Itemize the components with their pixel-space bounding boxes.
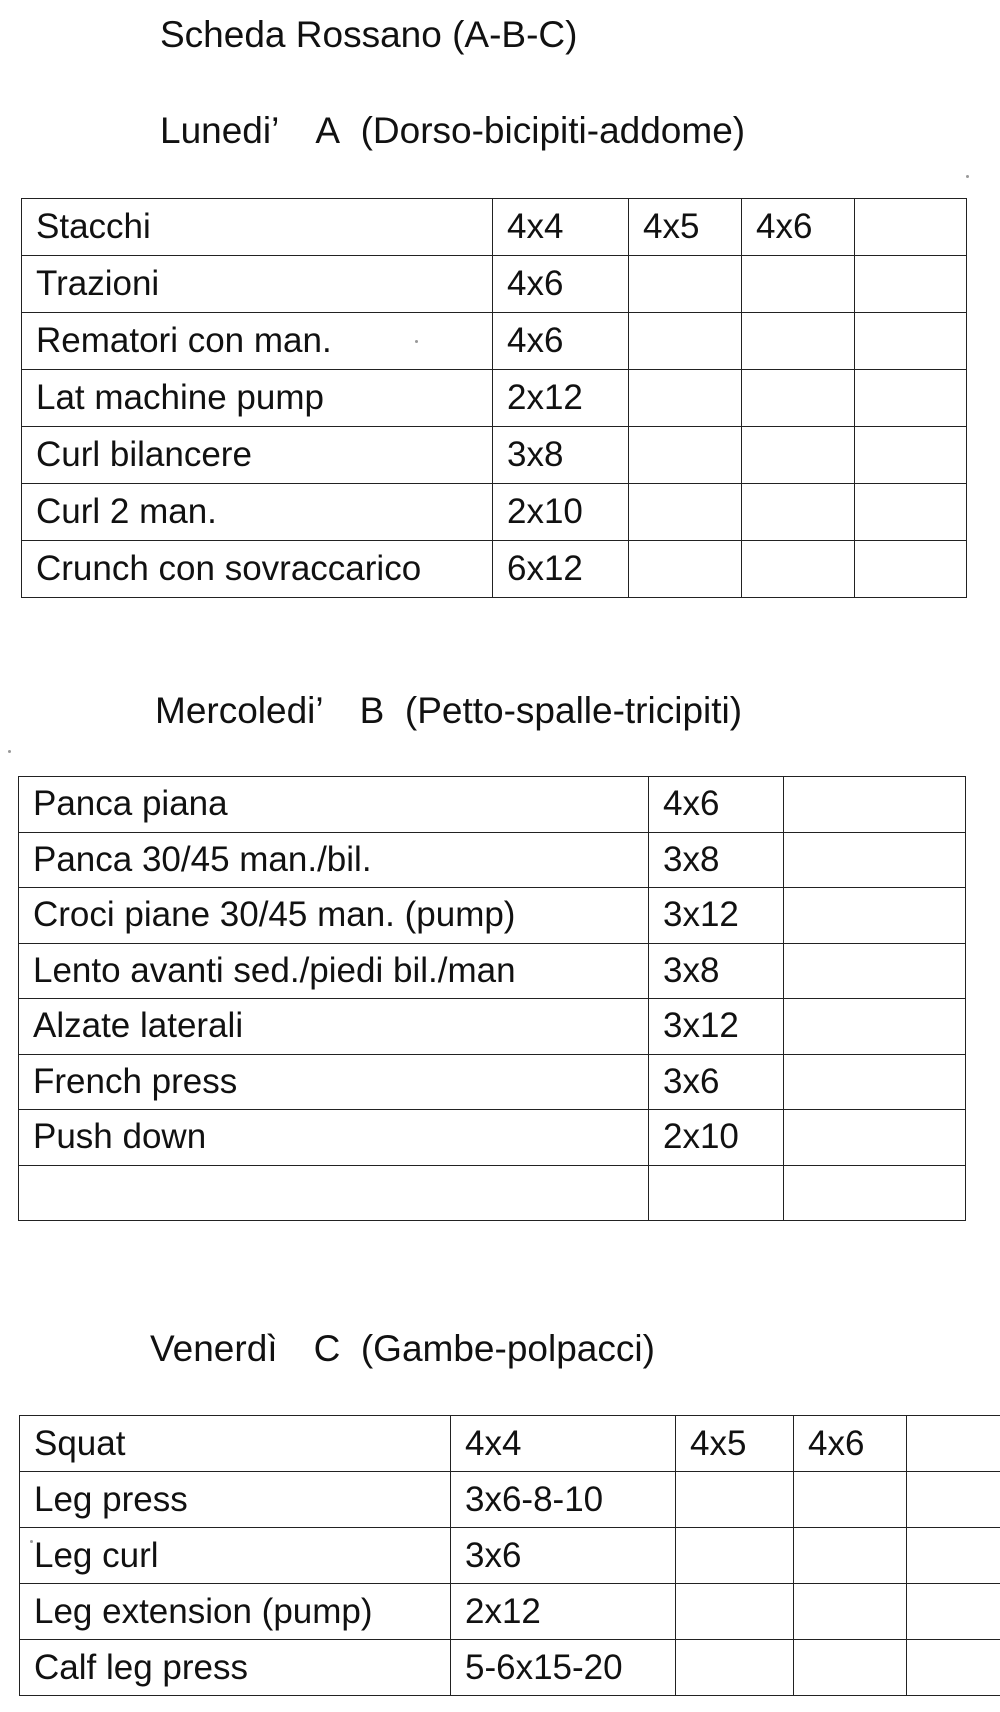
progression-cell bbox=[676, 1640, 794, 1696]
exercise-cell: Leg curl bbox=[20, 1528, 451, 1584]
progression-cell bbox=[742, 313, 855, 370]
section-heading-a bbox=[160, 112, 745, 149]
workout-table-b bbox=[18, 776, 966, 1221]
progression-cell bbox=[742, 370, 855, 427]
table-row bbox=[22, 484, 967, 541]
progression-cell bbox=[784, 888, 966, 944]
progression-cell bbox=[742, 484, 855, 541]
exercise-cell: Lento avanti sed./piedi bil./man bbox=[19, 943, 649, 999]
exercise-cell: Leg press bbox=[20, 1472, 451, 1528]
workout-label: A bbox=[315, 110, 341, 151]
table-row bbox=[22, 427, 967, 484]
progression-cell bbox=[907, 1640, 1000, 1696]
progression-cell bbox=[742, 427, 855, 484]
progression-cell bbox=[629, 256, 742, 313]
sets-reps-cell: 3x8 bbox=[493, 427, 629, 484]
progression-cell bbox=[742, 541, 855, 598]
progression-cell bbox=[676, 1472, 794, 1528]
exercise-cell: Panca piana bbox=[19, 777, 649, 833]
progression-cell bbox=[784, 999, 966, 1055]
progression-cell bbox=[629, 370, 742, 427]
workout-table-a bbox=[21, 198, 967, 598]
progression-cell bbox=[794, 1528, 907, 1584]
progression-cell bbox=[855, 256, 967, 313]
table-row bbox=[22, 313, 967, 370]
progression-cell bbox=[855, 313, 967, 370]
table-row bbox=[19, 1054, 966, 1110]
exercise-cell: Calf leg press bbox=[20, 1640, 451, 1696]
sets-reps-cell: 2x10 bbox=[649, 1110, 784, 1166]
progression-cell: 4x6 bbox=[794, 1416, 907, 1472]
table-row bbox=[19, 888, 966, 944]
progression-cell bbox=[784, 1165, 966, 1221]
sets-reps-cell: 3x6-8-10 bbox=[451, 1472, 676, 1528]
exercise-cell: Leg extension (pump) bbox=[20, 1584, 451, 1640]
exercise-cell: Trazioni bbox=[22, 256, 493, 313]
exercise-cell: Rematori con man. bbox=[22, 313, 493, 370]
progression-cell bbox=[855, 541, 967, 598]
sets-reps-cell: 3x8 bbox=[649, 943, 784, 999]
exercise-cell: Squat bbox=[20, 1416, 451, 1472]
table-row bbox=[20, 1640, 1000, 1696]
progression-cell: 4x5 bbox=[676, 1416, 794, 1472]
exercise-cell: Croci piane 30/45 man. (pump) bbox=[19, 888, 649, 944]
scan-speck bbox=[8, 750, 11, 753]
scan-speck bbox=[30, 1540, 33, 1543]
table-row bbox=[20, 1416, 1000, 1472]
progression-cell bbox=[855, 484, 967, 541]
progression-cell bbox=[907, 1584, 1000, 1640]
sets-reps-cell: 4x6 bbox=[649, 777, 784, 833]
table-row bbox=[19, 1110, 966, 1166]
table-row bbox=[19, 1165, 966, 1221]
progression-cell bbox=[629, 541, 742, 598]
table-row bbox=[20, 1472, 1000, 1528]
sets-reps-cell: 3x6 bbox=[649, 1054, 784, 1110]
progression-cell bbox=[855, 370, 967, 427]
progression-cell bbox=[784, 1110, 966, 1166]
progression-cell bbox=[784, 1054, 966, 1110]
scan-speck bbox=[415, 340, 418, 343]
progression-cell bbox=[742, 256, 855, 313]
progression-cell bbox=[855, 427, 967, 484]
sets-reps-cell bbox=[649, 1165, 784, 1221]
progression-cell bbox=[629, 313, 742, 370]
progression-cell bbox=[794, 1584, 907, 1640]
exercise-cell: Curl 2 man. bbox=[22, 484, 493, 541]
table-row bbox=[22, 256, 967, 313]
table-row bbox=[19, 999, 966, 1055]
sets-reps-cell: 2x12 bbox=[493, 370, 629, 427]
scan-speck bbox=[966, 175, 969, 178]
table-row bbox=[20, 1528, 1000, 1584]
sets-reps-cell: 4x4 bbox=[493, 199, 629, 256]
sets-reps-cell: 4x4 bbox=[451, 1416, 676, 1472]
sets-reps-cell: 3x12 bbox=[649, 999, 784, 1055]
sets-reps-cell: 3x12 bbox=[649, 888, 784, 944]
table-row bbox=[20, 1584, 1000, 1640]
workout-focus: (Dorso-bicipiti-addome) bbox=[360, 110, 746, 151]
sets-reps-cell: 4x6 bbox=[493, 313, 629, 370]
table-row bbox=[22, 199, 967, 256]
sets-reps-cell: 3x6 bbox=[451, 1528, 676, 1584]
table-row bbox=[19, 832, 966, 888]
day-name: Lunedi’ bbox=[160, 110, 280, 151]
workout-label: C bbox=[313, 1328, 341, 1369]
progression-cell bbox=[784, 943, 966, 999]
table-row bbox=[19, 777, 966, 833]
sets-reps-cell: 5-6x15-20 bbox=[451, 1640, 676, 1696]
progression-cell bbox=[629, 427, 742, 484]
day-name: Mercoledi’ bbox=[155, 690, 324, 731]
exercise-cell: Curl bilancere bbox=[22, 427, 493, 484]
progression-cell bbox=[676, 1584, 794, 1640]
exercise-cell: Crunch con sovraccarico bbox=[22, 541, 493, 598]
exercise-cell: Stacchi bbox=[22, 199, 493, 256]
workout-table-c bbox=[19, 1415, 1000, 1696]
exercise-cell: Alzate laterali bbox=[19, 999, 649, 1055]
progression-cell bbox=[629, 484, 742, 541]
workout-label: B bbox=[359, 690, 385, 731]
table-row bbox=[22, 370, 967, 427]
table-row bbox=[19, 943, 966, 999]
day-name: Venerdì bbox=[150, 1328, 278, 1369]
exercise-cell: Panca 30/45 man./bil. bbox=[19, 832, 649, 888]
sets-reps-cell: 4x6 bbox=[493, 256, 629, 313]
sets-reps-cell: 6x12 bbox=[493, 541, 629, 598]
exercise-cell: Lat machine pump bbox=[22, 370, 493, 427]
page-title bbox=[160, 16, 577, 53]
progression-cell bbox=[907, 1528, 1000, 1584]
exercise-cell bbox=[19, 1165, 649, 1221]
workout-focus: (Petto-spalle-tricipiti) bbox=[404, 690, 743, 731]
workout-focus: (Gambe-polpacci) bbox=[360, 1328, 655, 1369]
progression-cell bbox=[784, 777, 966, 833]
table-row bbox=[22, 541, 967, 598]
section-heading-b bbox=[155, 692, 742, 729]
exercise-cell: Push down bbox=[19, 1110, 649, 1166]
section-heading-c bbox=[150, 1330, 655, 1367]
progression-cell: 4x6 bbox=[742, 199, 855, 256]
progression-cell bbox=[907, 1416, 1000, 1472]
progression-cell bbox=[794, 1640, 907, 1696]
progression-cell bbox=[907, 1472, 1000, 1528]
exercise-cell: French press bbox=[19, 1054, 649, 1110]
sets-reps-cell: 2x10 bbox=[493, 484, 629, 541]
progression-cell bbox=[676, 1528, 794, 1584]
progression-cell bbox=[855, 199, 967, 256]
sets-reps-cell: 3x8 bbox=[649, 832, 784, 888]
page-title-text: Scheda Rossano (A-B-C) bbox=[160, 14, 578, 55]
sets-reps-cell: 2x12 bbox=[451, 1584, 676, 1640]
progression-cell bbox=[794, 1472, 907, 1528]
progression-cell bbox=[784, 832, 966, 888]
progression-cell: 4x5 bbox=[629, 199, 742, 256]
